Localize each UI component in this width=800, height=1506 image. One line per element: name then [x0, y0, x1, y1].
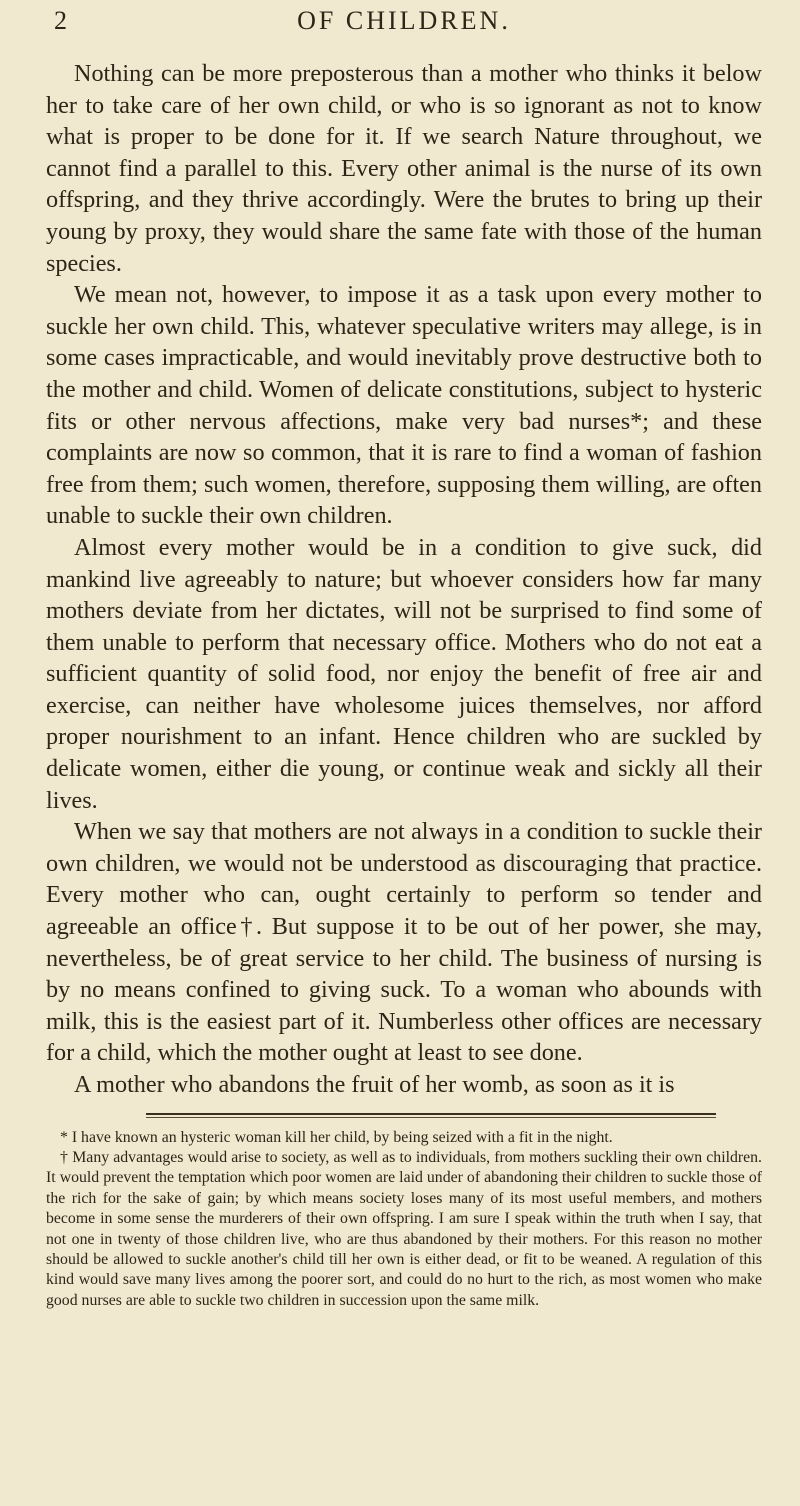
footnotes: [46, 1128, 762, 1312]
page-number: 2: [54, 6, 68, 35]
separator-rule: [146, 1117, 716, 1118]
separator-rule: [146, 1113, 716, 1115]
footnote: * I have known an hysteric woman kill her child, by being seized with a fit in the night.: [60, 1128, 613, 1146]
body-text: [46, 58, 762, 1101]
running-title: OF CHILDREN.: [297, 6, 511, 35]
paragraph: A mother who abandons the fruit of her womb, as soon as it is: [74, 1071, 675, 1098]
paragraph: We mean not, however, to impose it as a task upon every mother to suckle her own child. This, whatever speculative writers may allege, is in some cases impracticable, and would inevitably prove destructive both to the mother and child. Women of delicate constitutions, subject to hysteric fits or other nervous affections, make very bad nurses*; and these complaints are now so common, that it is rare to find a woman of fashion free from them; such women, therefore, supposing them willing, are often unable to suckle their own children.: [46, 281, 762, 530]
running-head: [46, 0, 762, 44]
paragraph: Almost every mother would be in a condition to give suck, did mankind live agreeably to nature; but whoever considers how far many mothers deviate from her dictates, will not be surprised to find some of them unable to perform that necessary office. Mothers who do not eat a sufficient quantity of solid food, nor enjoy the benefit of free air and exercise, can neither have wholesome juices themselves, nor afford proper nourishment to an infant. Hence children who are suckled by delicate women, either die young, or continue weak and sickly all their lives.: [46, 533, 762, 814]
paragraph: Nothing can be more preposterous than a mother who thinks it below her to take care of her own child, or who is so ignorant as not to know what is proper to be done for it. If we search Nature throughout, we cannot find a parallel to this. Every other animal is the nurse of its own offspring, and they thrive accordingly. Were the brutes to bring up their young by proxy, they would share the same fate with those of the human species.: [46, 60, 762, 277]
footnote-separator: [146, 1113, 716, 1118]
footnote: † Many advantages would arise to society, as well as to individuals, from mothers suckling their own children. It would prevent the temptation which poor women are laid under of abandoning their children to suckle those of the rich for the sake of gain; by which means society loses many of its most useful members, and mothers become in some sense the murderers of their own offspring. I am sure I speak within the truth when I say, that not one in twenty of those children live, who are thus abandoned by their mothers. For this reason no mother should be allowed to suckle another's child till her own is either dead, or fit to be weaned. A regulation of this kind would save many lives among the poorer sort, and could do no hurt to the rich, as most women who make good nurses are able to suckle two children in succession upon the same milk.: [46, 1149, 762, 1309]
paragraph: When we say that mothers are not always in a condition to suckle their own children, we would not be understood as discouraging that practice. Every mother who can, ought certainly to perform so tender and agreeable an office†. But suppose it to be out of her power, she may, nevertheless, be of great service to her child. The business of nursing is by no means confined to giving suck. To a woman who abounds with milk, this is the easiest part of it. Numberless other offices are necessary for a child, which the mother ought at least to see done.: [46, 818, 762, 1067]
